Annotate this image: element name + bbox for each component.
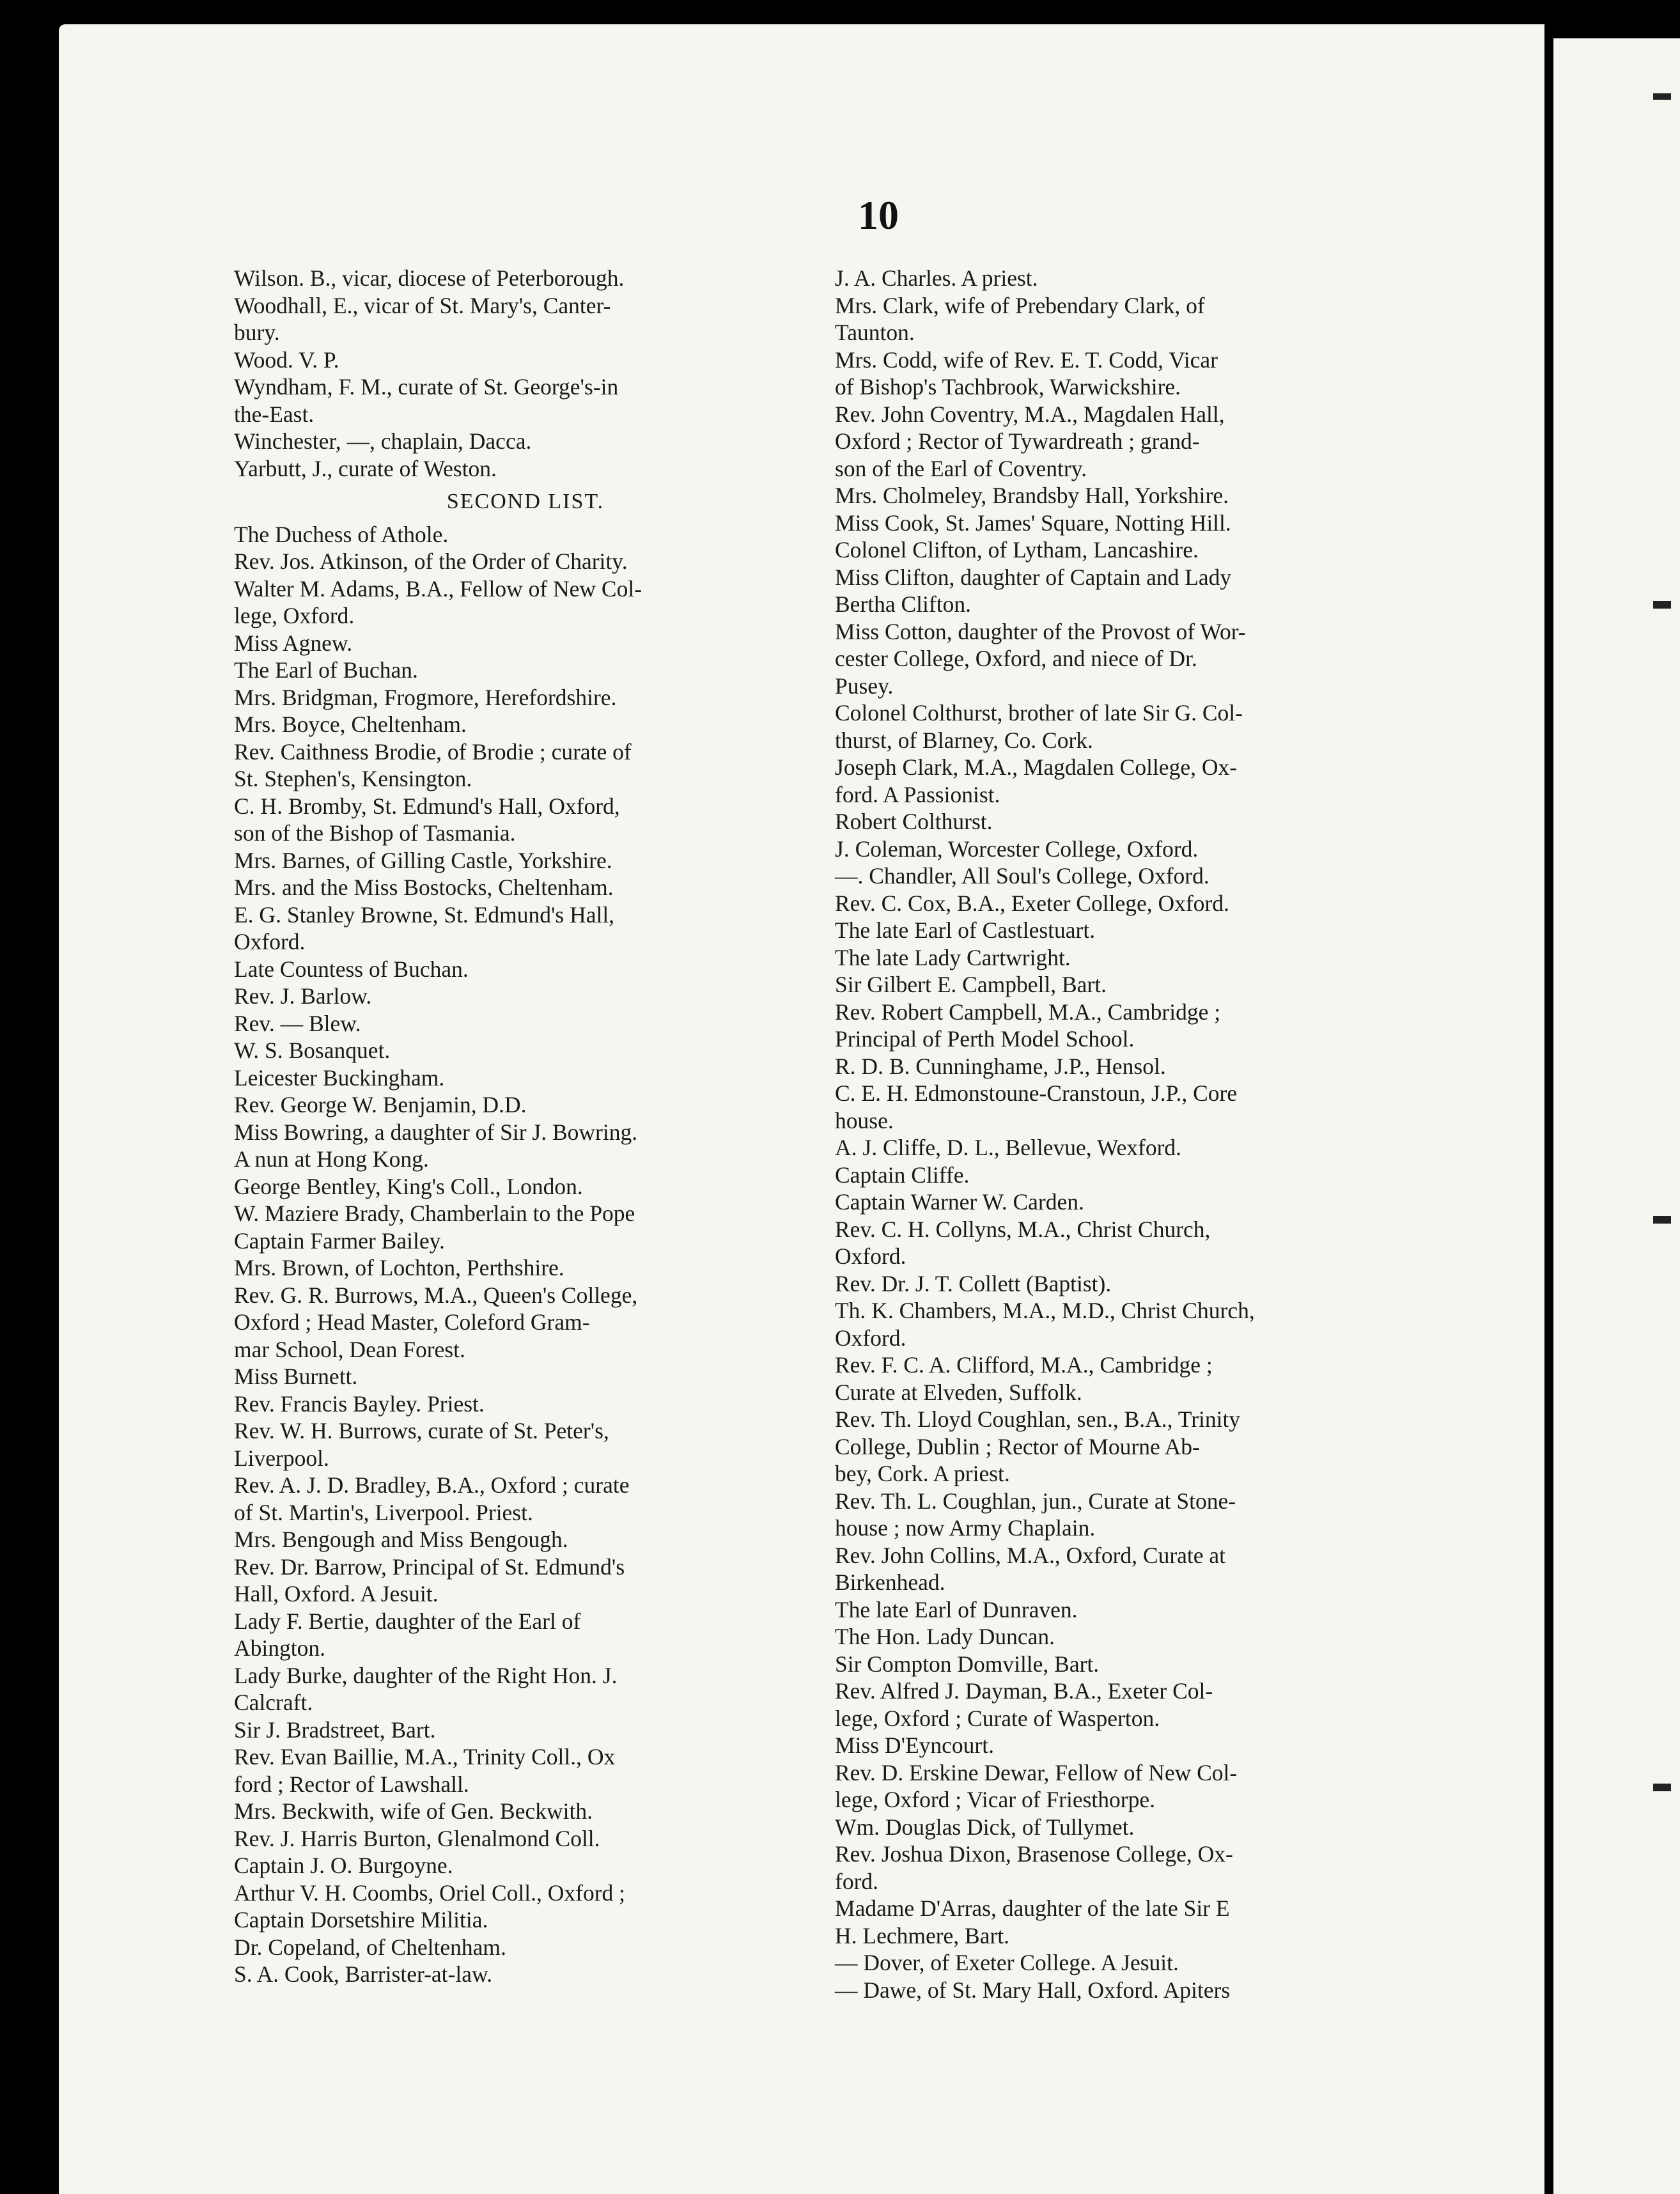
entry-line: the-East.: [234, 401, 315, 427]
entry-line: son of the Bishop of Tasmania.: [234, 820, 516, 846]
entry-line: of St. Martin's, Liverpool. Priest.: [234, 1499, 533, 1525]
entry-line: Wood. V. P.: [234, 346, 339, 373]
adjacent-page-edge: [1553, 38, 1680, 2194]
entry-line: Mrs. Barnes, of Gilling Castle, Yorkshire.: [234, 847, 612, 873]
list-entry: [835, 808, 1424, 836]
list-entry: [234, 657, 817, 684]
list-entry: [835, 754, 1424, 808]
list-entry: [234, 956, 817, 983]
entry-line: College, Dublin ; Rector of Mourne Ab-: [835, 1433, 1200, 1459]
entry-line: Rev. John Collins, M.A., Oxford, Curate at: [835, 1542, 1226, 1568]
entry-line: Mrs. Beckwith, wife of Gen. Beckwith.: [234, 1798, 593, 1824]
list-entry: [835, 1542, 1424, 1596]
list-entry: [234, 1961, 817, 1988]
entry-line: house ; now Army Chaplain.: [835, 1515, 1096, 1541]
entry-line: bury.: [234, 320, 280, 345]
entry-line: Rev. Dr. Barrow, Principal of St. Edmund's: [234, 1553, 625, 1580]
list-entry: [234, 793, 817, 847]
entry-line: son of the Earl of Coventry.: [835, 455, 1087, 481]
list-entry: [835, 1596, 1424, 1624]
entry-line: Curate at Elveden, Suffolk.: [835, 1379, 1082, 1405]
entry-line: The Duchess of Athole.: [234, 521, 449, 547]
list-entry: [234, 428, 817, 455]
list-entry: [835, 890, 1424, 917]
entry-line: cester College, Oxford, and niece of Dr.: [835, 646, 1197, 671]
entry-line: Miss Bowring, a daughter of Sir J. Bowring.: [234, 1119, 638, 1145]
list-entry: [835, 971, 1424, 999]
list-entry: [234, 1417, 817, 1472]
entry-line: Arthur V. H. Coombs, Oriel Coll., Oxford ;: [234, 1879, 626, 1906]
list-entry: [234, 1852, 817, 1879]
entry-line: Mrs. Brown, of Lochton, Perthshire.: [234, 1255, 564, 1280]
entry-line: Captain J. O. Burgoyne.: [234, 1853, 453, 1878]
entry-line: Rev. Joshua Dixon, Brasenose College, Ox-: [835, 1841, 1233, 1867]
list-entry: [835, 1840, 1424, 1895]
entry-line: Colonel Colthurst, brother of late Sir G. Col-: [835, 700, 1243, 726]
list-entry: [234, 373, 817, 428]
entry-line: S. A. Cook, Barrister-at-law.: [234, 1961, 493, 1987]
list-entry: [835, 1134, 1424, 1162]
entry-line: Calcraft.: [234, 1690, 313, 1715]
entry-line: C. E. H. Edmonstoune-Cranstoun, J.P., Core: [835, 1080, 1238, 1106]
list-entry: [234, 1662, 817, 1716]
entry-line: Wilson. B., vicar, diocese of Peterborough.: [234, 265, 625, 291]
entry-line: Miss Cotton, daughter of the Provost of Wor-: [835, 618, 1246, 644]
entry-line: Woodhall, E., vicar of St. Mary's, Canter-: [234, 292, 611, 318]
entry-line: Taunton.: [835, 320, 915, 345]
list-entry: [234, 265, 817, 292]
entry-line: W. S. Bosanquet.: [234, 1038, 391, 1063]
list-entry: [234, 575, 817, 630]
list-entry: [234, 1798, 817, 1825]
entry-line: Pusey.: [835, 673, 894, 699]
entry-line: Rev. F. C. A. Clifford, M.A., Cambridge ;: [835, 1352, 1213, 1378]
entry-line: lege, Oxford.: [234, 603, 355, 628]
entry-line: Wyndham, F. M., curate of St. George's-in: [234, 374, 619, 400]
entry-line: R. D. B. Cunninghame, J.P., Hensol.: [835, 1053, 1166, 1079]
entry-line: —. Chandler, All Soul's College, Oxford.: [835, 863, 1209, 889]
entry-line: thurst, of Blarney, Co. Cork.: [835, 727, 1093, 753]
entry-line: Rev. Dr. J. T. Collett (Baptist).: [835, 1270, 1112, 1296]
entry-line: Sir J. Bradstreet, Bart.: [234, 1716, 436, 1743]
entry-line: Rev. C. Cox, B.A., Exeter College, Oxford.: [835, 890, 1229, 916]
entry-line: Dr. Copeland, of Cheltenham.: [234, 1934, 506, 1960]
entry-line: Mrs. Bridgman, Frogmore, Herefordshire.: [234, 684, 617, 710]
page-gutter: [1544, 24, 1553, 2194]
list-entry: [835, 944, 1424, 972]
entry-line: Rev. Jos. Atkinson, of the Order of Charity.: [234, 548, 628, 574]
list-entry: [234, 1825, 817, 1853]
list-entry: [234, 1934, 817, 1961]
entry-line: Rev. A. J. D. Bradley, B.A., Oxford ; curate: [234, 1472, 630, 1498]
entry-line: The late Earl of Castlestuart.: [835, 917, 1096, 943]
entry-line: Mrs. Bengough and Miss Bengough.: [234, 1527, 568, 1552]
list-entry: [835, 1677, 1424, 1732]
list-entry: [835, 862, 1424, 890]
entry-line: The late Earl of Dunraven.: [835, 1596, 1078, 1622]
binding-mark: [1653, 1216, 1671, 1224]
list-entry: [234, 874, 817, 901]
list-entry: [234, 1363, 817, 1390]
entry-line: Oxford ; Rector of Tywardreath ; grand-: [835, 428, 1200, 454]
list-entry: [835, 1080, 1424, 1134]
list-entry: [835, 1053, 1424, 1080]
list-entry: [835, 510, 1424, 537]
entry-line: Birkenhead.: [835, 1569, 945, 1595]
entry-line: A nun at Hong Kong.: [234, 1146, 429, 1172]
page-number: 10: [858, 192, 899, 238]
entry-line: Captain Farmer Bailey.: [234, 1227, 445, 1254]
entry-line: Rev. J. Barlow.: [234, 983, 372, 1009]
list-entry: [835, 564, 1424, 618]
list-entry: [835, 1270, 1424, 1298]
entry-line: ford. A Passionist.: [835, 781, 1000, 807]
entry-line: Oxford.: [234, 929, 306, 954]
entry-line: Madame D'Arras, daughter of the late Sir E: [835, 1895, 1230, 1921]
entry-line: Captain Dorsetshire Militia.: [234, 1907, 488, 1933]
list-entry: [835, 1759, 1424, 1814]
binding-mark: [1653, 93, 1671, 100]
list-entry: [835, 536, 1424, 564]
entry-line: lege, Oxford ; Vicar of Friesthorpe.: [835, 1787, 1155, 1812]
list-entry: [234, 1200, 817, 1227]
entry-line: Mrs. Clark, wife of Prebendary Clark, of: [835, 292, 1205, 318]
entry-line: J. A. Charles. A priest.: [835, 265, 1038, 291]
list-entry: [835, 1895, 1424, 1949]
list-entry: [234, 1390, 817, 1418]
entry-line: C. H. Bromby, St. Edmund's Hall, Oxford,: [234, 793, 620, 819]
entry-line: mar School, Dean Forest.: [234, 1336, 465, 1362]
entry-line: Hall, Oxford. A Jesuit.: [234, 1581, 439, 1607]
entry-line: Rev. Th. Lloyd Coughlan, sen., B.A., Trinity: [835, 1406, 1241, 1432]
entry-line: Miss D'Eyncourt.: [835, 1732, 994, 1758]
list-entry: [234, 521, 817, 548]
entry-line: W. Maziere Brady, Chamberlain to the Pope: [234, 1201, 635, 1226]
entry-line: Miss Cook, St. James' Square, Notting Hill.: [835, 510, 1231, 536]
list-entry: [234, 1526, 817, 1553]
entry-line: H. Lechmere, Bart.: [835, 1922, 1010, 1949]
list-entry: [234, 1227, 817, 1255]
list-entry: [835, 618, 1424, 700]
entry-line: bey, Cork. A priest.: [835, 1461, 1010, 1486]
list-entry: [234, 1119, 817, 1173]
list-entry: [234, 1743, 817, 1798]
entry-line: ford ; Rector of Lawshall.: [234, 1771, 469, 1797]
entry-line: Rev. Caithness Brodie, of Brodie ; curate of: [234, 738, 632, 765]
list-entry: [835, 1162, 1424, 1189]
entry-line: Rev. G. R. Burrows, M.A., Queen's College,: [234, 1282, 638, 1308]
list-entry: [234, 738, 817, 793]
entry-line: Liverpool.: [234, 1445, 329, 1471]
list-entry: [234, 1553, 817, 1608]
entry-line: A. J. Cliffe, D. L., Bellevue, Wexford.: [835, 1135, 1182, 1160]
entry-line: Miss Burnett.: [234, 1364, 358, 1389]
entry-line: Rev. Th. L. Coughlan, jun., Curate at Stone-: [835, 1488, 1236, 1514]
entry-line: Oxford ; Head Master, Coleford Gram-: [234, 1309, 590, 1335]
list-entry: [234, 1173, 817, 1201]
entry-line: George Bentley, King's Coll., London.: [234, 1173, 583, 1199]
entry-line: Rev. George W. Benjamin, D.D.: [234, 1092, 527, 1117]
list-entry: [234, 684, 817, 712]
entry-line: Walter M. Adams, B.A., Fellow of New Col-: [234, 575, 642, 602]
list-entry: [835, 401, 1424, 483]
list-entry: [835, 1488, 1424, 1542]
entry-line: The late Lady Cartwright.: [835, 944, 1071, 970]
entry-line: Rev. Robert Campbell, M.A., Cambridge ;: [835, 999, 1221, 1025]
list-entry: [234, 1472, 817, 1526]
list-entry: [835, 1297, 1424, 1351]
entry-line: lege, Oxford ; Curate of Wasperton.: [835, 1705, 1160, 1731]
list-entry: [234, 1608, 817, 1662]
entry-line: Colonel Clifton, of Lytham, Lancashire.: [835, 537, 1199, 563]
entry-line: Mrs. Boyce, Cheltenham.: [234, 712, 467, 737]
list-entry: [835, 1216, 1424, 1270]
list-entry: [234, 1091, 817, 1119]
entry-line: Lady F. Bertie, daughter of the Earl of: [234, 1608, 581, 1634]
entry-line: — Dawe, of St. Mary Hall, Oxford. Apiters: [835, 1977, 1231, 2003]
list-entry: [835, 292, 1424, 346]
entry-line: The Earl of Buchan.: [234, 657, 418, 683]
entry-line: Rev. — Blew.: [234, 1010, 361, 1036]
list-entry: [835, 999, 1424, 1053]
list-entry: [835, 1732, 1424, 1759]
entry-line: Rev. Alfred J. Dayman, B.A., Exeter Col-: [835, 1678, 1213, 1704]
entry-line: Rev. C. H. Collyns, M.A., Christ Church,: [835, 1216, 1211, 1242]
entry-line: Rev. D. Erskine Dewar, Fellow of New Col-: [835, 1759, 1238, 1786]
entry-line: ford.: [835, 1868, 879, 1894]
entry-line: Bertha Clifton.: [835, 591, 971, 617]
entry-line: Late Countess of Buchan.: [234, 956, 469, 982]
entry-line: Rev. Francis Bayley. Priest.: [234, 1390, 485, 1417]
list-entry: [835, 1188, 1424, 1216]
entry-line: — Dover, of Exeter College. A Jesuit.: [835, 1950, 1179, 1975]
list-entry: [835, 1651, 1424, 1678]
entry-line: Joseph Clark, M.A., Magdalen College, Ox-: [835, 754, 1238, 780]
entry-line: Robert Colthurst.: [835, 809, 993, 834]
list-entry: [234, 1010, 817, 1038]
entry-line: of Bishop's Tachbrook, Warwickshire.: [835, 374, 1181, 400]
entry-line: Mrs. and the Miss Bostocks, Cheltenham.: [234, 875, 614, 900]
entry-line: Rev. J. Harris Burton, Glenalmond Coll.: [234, 1825, 600, 1851]
entry-line: Rev. Evan Baillie, M.A., Trinity Coll., Ox: [234, 1744, 616, 1770]
section-heading: SECOND LIST.: [446, 490, 605, 513]
list-entry: [835, 346, 1424, 401]
list-entry: [835, 265, 1424, 292]
entry-line: St. Stephen's, Kensington.: [234, 766, 472, 791]
list-entry: [234, 292, 817, 346]
list-entry: [234, 901, 817, 956]
list-entry: [234, 1282, 817, 1364]
entry-line: Abington.: [234, 1635, 325, 1661]
entry-line: Lady Burke, daughter of the Right Hon. J.: [234, 1662, 618, 1688]
left-column: [234, 265, 817, 1988]
list-entry: [835, 917, 1424, 944]
list-entry: [835, 1406, 1424, 1488]
list-entry: [835, 1814, 1424, 1841]
list-entry: [234, 1254, 817, 1282]
list-entry: [234, 346, 817, 374]
list-entry: [835, 482, 1424, 510]
entry-line: The Hon. Lady Duncan.: [835, 1624, 1055, 1649]
entry-line: Yarbutt, J., curate of Weston.: [234, 455, 497, 481]
entry-line: Rev. W. H. Burrows, curate of St. Peter's,: [234, 1418, 609, 1443]
entry-line: Oxford.: [835, 1243, 906, 1269]
entry-line: E. G. Stanley Browne, St. Edmund's Hall,: [234, 901, 615, 928]
entry-line: Sir Compton Domville, Bart.: [835, 1651, 1100, 1677]
entry-line: Mrs. Cholmeley, Brandsby Hall, Yorkshire.: [835, 483, 1229, 508]
list-entry: [234, 1716, 817, 1744]
list-entry: [234, 983, 817, 1010]
list-entry: [234, 1879, 817, 1934]
entry-line: Sir Gilbert E. Campbell, Bart.: [835, 972, 1107, 997]
entry-line: Captain Warner W. Carden.: [835, 1189, 1084, 1215]
entry-line: Rev. John Coventry, M.A., Magdalen Hall,: [835, 401, 1225, 427]
list-entry: [835, 1351, 1424, 1406]
list-entry: [234, 455, 817, 483]
right-column: [835, 265, 1424, 2003]
entry-line: Oxford.: [835, 1325, 906, 1351]
entry-line: J. Coleman, Worcester College, Oxford.: [835, 836, 1199, 862]
binding-mark: [1653, 1784, 1671, 1791]
list-entry: [835, 1949, 1424, 1977]
entry-line: Winchester, —, chaplain, Dacca.: [234, 428, 532, 454]
list-entry: [835, 699, 1424, 754]
entry-line: Mrs. Codd, wife of Rev. E. T. Codd, Vicar: [835, 346, 1218, 373]
entry-line: Wm. Douglas Dick, of Tullymet.: [835, 1814, 1135, 1840]
binding-mark: [1653, 601, 1671, 609]
list-entry: [234, 1037, 817, 1064]
list-entry: [234, 1064, 817, 1092]
list-entry: [234, 711, 817, 738]
list-entry: [835, 1977, 1424, 2004]
list-entry: [234, 548, 817, 575]
entry-line: Miss Agnew.: [234, 630, 353, 656]
list-entry: [835, 1623, 1424, 1651]
entry-line: Principal of Perth Model School.: [835, 1026, 1135, 1052]
list-entry: [234, 847, 817, 875]
list-entry: [835, 836, 1424, 863]
entry-line: Leicester Buckingham.: [234, 1064, 445, 1091]
entry-line: Captain Cliffe.: [835, 1162, 970, 1188]
list-entry: [234, 630, 817, 657]
entry-line: Miss Clifton, daughter of Captain and Lady: [835, 564, 1232, 590]
entry-line: house.: [835, 1107, 894, 1133]
entry-line: Th. K. Chambers, M.A., M.D., Christ Church,: [835, 1298, 1255, 1323]
